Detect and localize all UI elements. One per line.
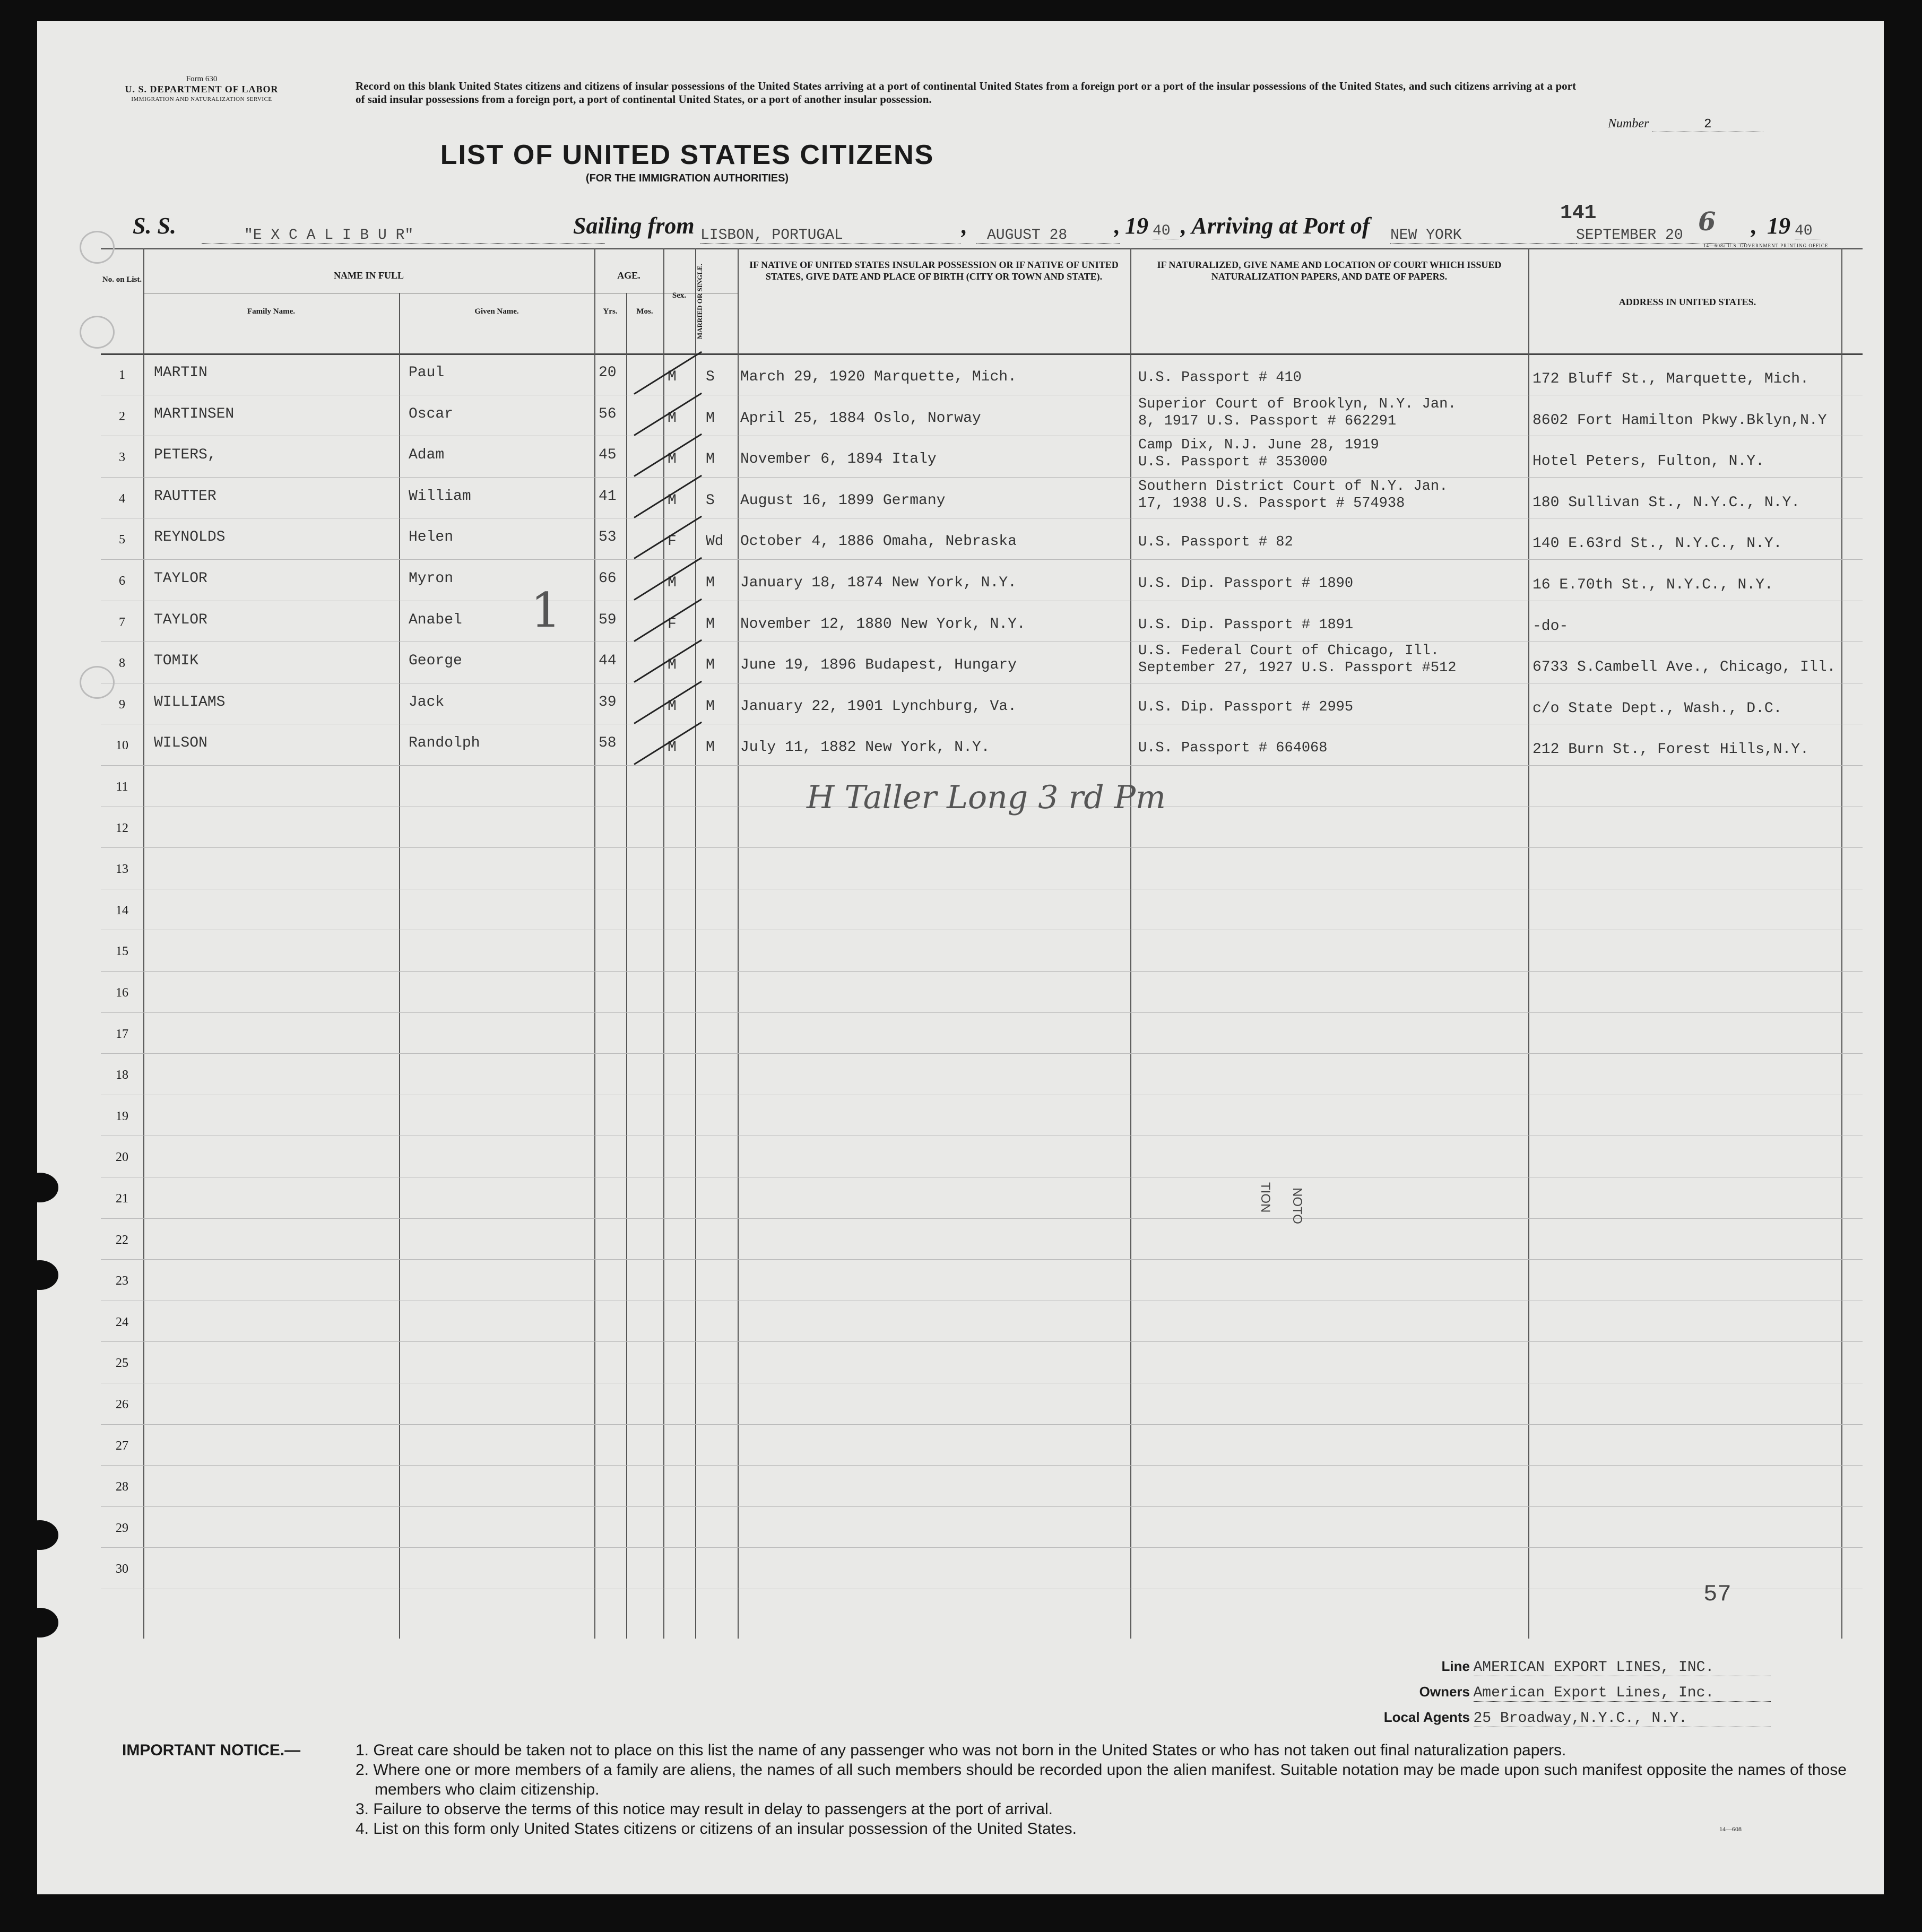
given-name-cell: George — [409, 653, 462, 670]
given-name-cell: William — [409, 488, 471, 505]
family-name-cell: TOMIK — [154, 653, 199, 670]
header-sex: Sex. — [672, 291, 687, 300]
sex-cell: F — [668, 533, 677, 550]
row-divider — [101, 1012, 1863, 1013]
age-years-cell: 66 — [599, 570, 617, 587]
age-years-cell: 39 — [599, 694, 617, 711]
arrival-year-prefix: 19 — [1767, 213, 1790, 239]
form-number: Form 630 — [186, 75, 218, 83]
naturalization-cell-continued: U.S. Passport # 353000 — [1138, 454, 1328, 471]
family-name-cell: WILLIAMS — [154, 694, 226, 711]
binder-ring-mark — [80, 316, 115, 349]
row-divider — [101, 1465, 1863, 1466]
marital-status-cell: M — [706, 616, 715, 633]
line-field — [1364, 1658, 1771, 1676]
line-value: AMERICAN EXPORT LINES, INC. — [1474, 1659, 1771, 1676]
birth-cell: March 29, 1920 Marquette, Mich. — [740, 369, 1017, 385]
departure-date: AUGUST 28 — [976, 227, 1120, 244]
age-years-cell: 45 — [599, 447, 617, 464]
row-divider — [101, 1547, 1863, 1548]
header-family-name: Family Name. — [247, 307, 295, 316]
birth-cell: October 4, 1886 Omaha, Nebraska — [740, 533, 1017, 550]
row-number: 8 — [119, 656, 125, 671]
number-label: Number — [1608, 117, 1649, 131]
row-divider — [101, 1341, 1863, 1342]
ss-label: S. S. — [133, 213, 176, 239]
arrival-date-correction: 6 — [1698, 207, 1716, 237]
sex-cell: M — [668, 492, 677, 509]
naturalization-cell: Southern District Court of N.Y. Jan. — [1138, 478, 1448, 495]
agents-label: Local Agents — [1383, 1709, 1470, 1725]
row-number: 29 — [116, 1521, 128, 1535]
header-no: No. on List. — [102, 275, 142, 284]
voyage-line: S. S. "E X C A L I B U R" Sailing from LISBON, PORTUGAL , AUGUST 28 , 19 40 , Arriving at Port of NEW YORK 141 SEPTEMBER 20 6 , 19 40 — [133, 212, 1852, 244]
family-name-cell: TAYLOR — [154, 611, 207, 628]
birth-cell: April 25, 1884 Oslo, Norway — [740, 410, 981, 427]
binder-ring-mark — [80, 231, 115, 264]
address-cell: c/o State Dept., Wash., D.C. — [1533, 700, 1782, 717]
given-name-cell: Myron — [409, 570, 454, 587]
birth-cell: January 18, 1874 New York, N.Y. — [740, 575, 1017, 591]
row-number: 15 — [116, 945, 128, 959]
tally-mark: 1 — [531, 583, 561, 638]
sex-cell: M — [668, 369, 677, 385]
marital-status-cell: M — [706, 410, 715, 427]
row-number: 21 — [116, 1192, 128, 1206]
header-age-months: Mos. — [636, 307, 653, 316]
sex-cell: M — [668, 575, 677, 591]
row-number: 10 — [116, 739, 128, 753]
address-cell: 8602 Fort Hamilton Pkwy.Bklyn,N.Y — [1533, 412, 1827, 429]
page-number: 57 — [1703, 1581, 1731, 1608]
owners-label: Owners — [1419, 1684, 1470, 1700]
punch-hole — [37, 1260, 58, 1290]
birth-cell: January 22, 1901 Lynchburg, Va. — [740, 698, 1017, 715]
header-married-single: MARRIED OR SINGLE. — [696, 264, 704, 339]
row-divider — [101, 765, 1863, 766]
row-divider — [101, 1259, 1863, 1260]
header-address: ADDRESS IN UNITED STATES. — [1618, 297, 1756, 307]
arrival-port: NEW YORK — [1390, 227, 1656, 244]
family-name-cell: PETERS, — [154, 447, 217, 464]
arriving-label: , Arriving at Port of — [1181, 213, 1370, 239]
notice-item-3: 3. Failure to observe the terms of this notice may result in delay to passengers at the port of arrival. — [356, 1800, 1053, 1818]
instructions-text — [356, 80, 1576, 106]
row-divider — [101, 971, 1863, 972]
naturalization-cell-continued: 8, 1917 U.S. Passport # 662291 — [1138, 413, 1397, 429]
birth-cell: August 16, 1899 Germany — [740, 492, 946, 509]
notice-item-1: 1. Great care should be taken not to place on this list the name of any passenger who was not born in the United States or who has not taken out final naturalization papers. — [356, 1742, 1566, 1759]
arrival-year: 40 — [1795, 223, 1821, 239]
row-number: 19 — [116, 1109, 128, 1123]
number-value: 2 — [1652, 117, 1763, 132]
important-notice — [122, 1740, 1852, 1839]
list-sequence-number: 141 — [1560, 202, 1597, 224]
address-cell: 172 Bluff St., Marquette, Mich. — [1533, 371, 1809, 387]
naturalization-cell: U.S. Passport # 664068 — [1138, 740, 1328, 757]
row-divider — [101, 559, 1863, 560]
header-name-in-full: NAME IN FULL — [333, 270, 404, 281]
age-years-cell: 20 — [599, 365, 617, 381]
form-identifier — [96, 74, 308, 105]
family-name-cell: MARTIN — [154, 365, 207, 381]
arrival-date: SEPTEMBER 20 — [1576, 227, 1746, 244]
notice-item-4: 4. List on this form only United States citizens or citizens of an insular possession of the United States. — [356, 1820, 1077, 1838]
sex-cell: M — [668, 739, 677, 756]
department-name: U. S. DEPARTMENT OF LABOR — [125, 84, 279, 94]
family-name-cell: RAUTTER — [154, 488, 217, 505]
family-name-cell: REYNOLDS — [154, 529, 226, 546]
handwritten-annotation: H Taller Long 3 rd Pm — [807, 779, 1166, 816]
address-cell: 140 E.63rd St., N.Y.C., N.Y. — [1533, 535, 1782, 552]
birth-cell: July 11, 1882 New York, N.Y. — [740, 739, 990, 756]
agents-field — [1364, 1709, 1771, 1727]
row-number: 4 — [119, 491, 125, 506]
given-name-cell: Helen — [409, 529, 454, 546]
row-number: 23 — [116, 1274, 128, 1288]
age-years-cell: 58 — [599, 735, 617, 752]
given-name-cell: Randolph — [409, 735, 480, 752]
sex-cell: M — [668, 451, 677, 468]
age-years-cell: 44 — [599, 653, 617, 670]
row-divider — [101, 1218, 1863, 1219]
row-number: 28 — [116, 1480, 128, 1494]
row-number: 24 — [116, 1315, 128, 1329]
row-number: 14 — [116, 903, 128, 917]
marital-status-cell: M — [706, 657, 715, 674]
row-number: 25 — [116, 1356, 128, 1371]
notice-heading: IMPORTANT NOTICE.— — [122, 1742, 301, 1759]
naturalization-cell-continued: 17, 1938 U.S. Passport # 574938 — [1138, 495, 1405, 512]
sex-cell: M — [668, 698, 677, 715]
manifest-sheet — [37, 21, 1884, 1894]
marital-status-cell: S — [706, 492, 715, 509]
passenger-table — [101, 248, 1863, 1639]
instructions-body: Record on this blank United States citizens and citizens of insular possessions of the United States arriving at a port of continental United States from a foreign port or a port of the insular possessions of the United States, and such citizens arriving at a port of said insular possessions from a foreign port, a port of continental United States, or a port of another insular possession. — [356, 80, 1576, 106]
address-cell: 6733 S.Cambell Ave., Chicago, Ill. — [1533, 659, 1836, 676]
owners-field — [1364, 1684, 1771, 1702]
given-name-cell: Jack — [409, 694, 445, 711]
naturalization-cell: U.S. Dip. Passport # 1891 — [1138, 617, 1354, 633]
address-cell: 16 E.70th St., N.Y.C., N.Y. — [1533, 577, 1773, 593]
address-cell: -do- — [1533, 618, 1569, 635]
binder-ring-mark — [80, 666, 115, 699]
page-title: LIST OF UNITED STATES CITIZENS — [440, 140, 934, 170]
ship-name: "E X C A L I B U R" — [202, 227, 605, 244]
row-number: 17 — [116, 1027, 128, 1041]
row-number: 6 — [119, 574, 125, 588]
naturalization-cell: U.S. Passport # 82 — [1138, 534, 1293, 551]
marital-status-cell: M — [706, 451, 715, 468]
age-years-cell: 56 — [599, 405, 617, 422]
notice-item-2: 2. Where one or more members of a family are aliens, the names of all such members should be recorded upon the alien manifest. Suitable notation may be made upon such manifest opposite the names of those members who claim citizenship. — [356, 1761, 1847, 1798]
departure-year: 40 — [1153, 223, 1179, 239]
row-number: 18 — [116, 1068, 128, 1082]
service-name: IMMIGRATION AND NATURALIZATION SERVICE — [131, 96, 272, 102]
given-name-cell: Paul — [409, 365, 445, 381]
given-name-cell: Oscar — [409, 405, 454, 422]
marital-status-cell: S — [706, 369, 715, 385]
marital-status-cell: Wd — [706, 533, 724, 550]
row-number: 12 — [116, 821, 128, 835]
row-number: 2 — [119, 409, 125, 423]
given-name-cell: Anabel — [409, 611, 462, 628]
address-cell: 180 Sullivan St., N.Y.C., N.Y. — [1533, 494, 1800, 511]
punch-hole — [37, 1520, 58, 1550]
punch-hole — [37, 1173, 58, 1202]
row-divider — [101, 477, 1863, 478]
age-years-cell: 41 — [599, 488, 617, 505]
naturalization-cell: U.S. Passport # 410 — [1138, 370, 1302, 386]
naturalization-cell: U.S. Dip. Passport # 1890 — [1138, 576, 1354, 592]
row-number: 3 — [119, 450, 125, 465]
address-cell: 212 Burn St., Forest Hills,N.Y. — [1533, 741, 1809, 758]
header-given-name: Given Name. — [474, 307, 519, 316]
naturalization-cell: Superior Court of Brooklyn, N.Y. Jan. — [1138, 396, 1457, 412]
header-birth: IF NATIVE OF UNITED STATES INSULAR POSSESSION OR IF NATIVE OF UNITED STATES, GIVE DATE AND PLACE OF BIRTH (CITY OR TOWN AND STATE). — [749, 259, 1119, 282]
row-divider — [101, 1053, 1863, 1054]
row-divider — [101, 1506, 1863, 1507]
line-label: Line — [1441, 1658, 1470, 1674]
departure-year-prefix: 19 — [1125, 213, 1148, 239]
given-name-cell: Adam — [409, 447, 445, 464]
sailing-label: Sailing from — [573, 213, 695, 239]
marital-status-cell: M — [706, 575, 715, 591]
row-divider — [101, 1424, 1863, 1425]
marital-status-cell: M — [706, 698, 715, 715]
row-number: 5 — [119, 533, 125, 547]
list-number-field — [1608, 117, 1763, 132]
birth-cell: June 19, 1896 Budapest, Hungary — [740, 657, 1017, 674]
naturalization-cell: U.S. Dip. Passport # 2995 — [1138, 699, 1354, 715]
stamp-text-1: TION — [1258, 1182, 1272, 1213]
naturalization-cell-continued: September 27, 1927 U.S. Passport #512 — [1138, 660, 1457, 677]
form-print-code: 14—608 — [1719, 1825, 1742, 1833]
age-years-cell: 59 — [599, 611, 617, 628]
row-divider — [101, 847, 1863, 848]
row-number: 26 — [116, 1398, 128, 1411]
stamp-text-2: NOTO — [1290, 1188, 1304, 1224]
header-naturalized: IF NATURALIZED, GIVE NAME AND LOCATION OF COURT WHICH ISSUED NATURALIZATION PAPERS, AND DATE OF PAPERS. — [1157, 259, 1502, 282]
row-number: 7 — [119, 615, 125, 629]
sailing-port: LISBON, PORTUGAL — [700, 227, 960, 244]
row-number: 1 — [119, 368, 125, 382]
marital-status-cell: M — [706, 739, 715, 756]
row-number: 20 — [116, 1150, 128, 1165]
punch-hole — [37, 1608, 58, 1638]
printing-office-code: 14—608a U.S. GOVERNMENT PRINTING OFFICE — [1703, 243, 1829, 248]
sex-cell: M — [668, 657, 677, 674]
row-number: 22 — [116, 1233, 128, 1247]
birth-cell: November 12, 1880 New York, N.Y. — [740, 616, 1026, 633]
row-number: 30 — [116, 1562, 128, 1576]
family-name-cell: WILSON — [154, 735, 207, 752]
row-number: 27 — [116, 1439, 128, 1453]
row-number: 13 — [116, 862, 128, 877]
row-number: 16 — [116, 986, 128, 1000]
header-age: AGE. — [617, 270, 640, 281]
sex-cell: M — [668, 410, 677, 427]
age-years-cell: 53 — [599, 529, 617, 546]
row-number: 11 — [116, 780, 128, 794]
header-age-years: Yrs. — [603, 307, 618, 316]
sex-cell: F — [668, 616, 677, 633]
naturalization-cell: U.S. Federal Court of Chicago, Ill. — [1138, 643, 1440, 660]
family-name-cell: TAYLOR — [154, 570, 207, 587]
naturalization-cell: Camp Dix, N.J. June 28, 1919 — [1138, 437, 1379, 454]
birth-cell: November 6, 1894 Italy — [740, 451, 937, 468]
page-subtitle: (FOR THE IMMIGRATION AUTHORITIES) — [585, 172, 789, 184]
address-cell: Hotel Peters, Fulton, N.Y. — [1533, 453, 1764, 470]
agents-value: 25 Broadway,N.Y.C., N.Y. — [1474, 1710, 1771, 1727]
row-number: 9 — [119, 697, 125, 712]
family-name-cell: MARTINSEN — [154, 405, 235, 422]
owners-value: American Export Lines, Inc. — [1474, 1685, 1771, 1702]
